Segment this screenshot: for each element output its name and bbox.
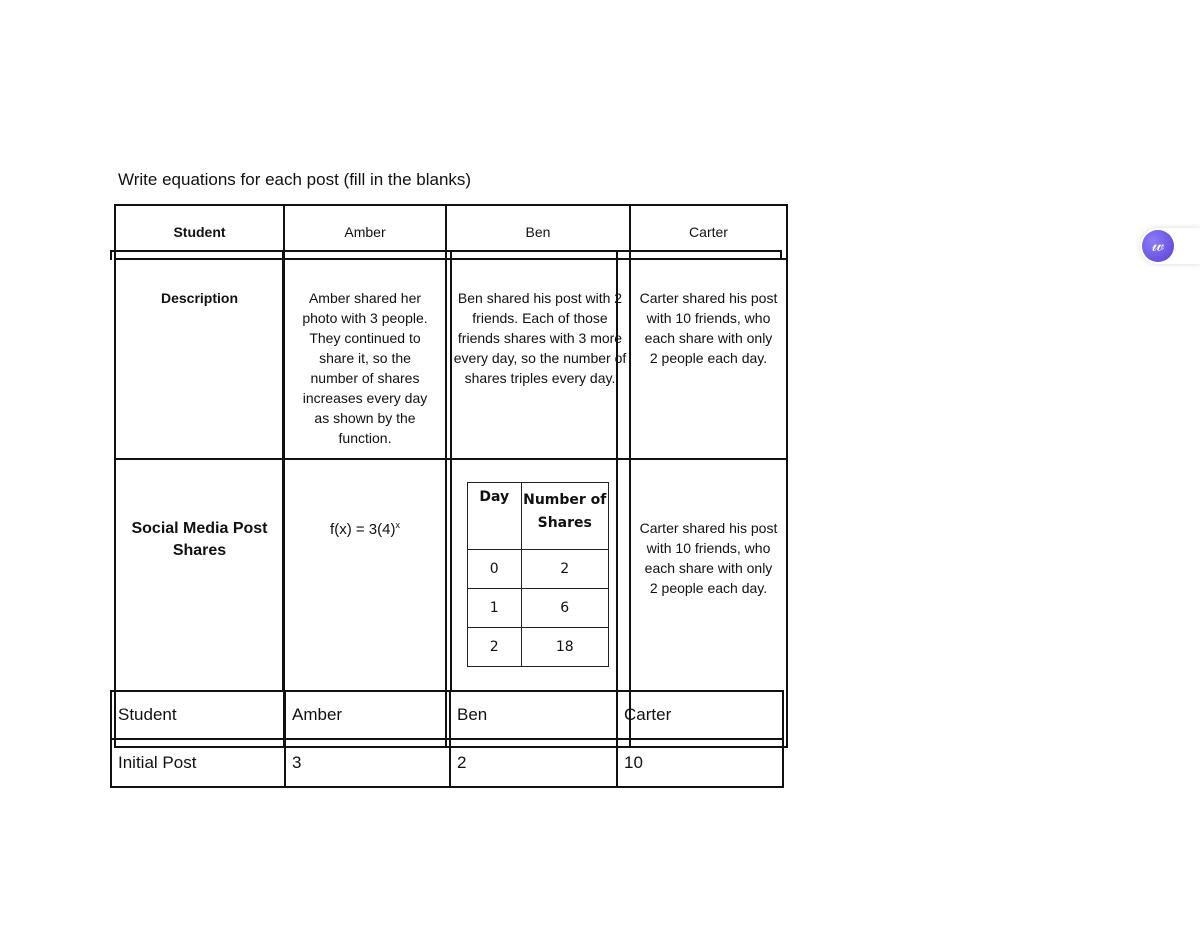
lower-header-student: Student <box>111 691 285 739</box>
amber-description: Amber shared her photo with 3 people. They continued to share it, so the number of shares increases every day as shown by the function. <box>284 259 446 459</box>
header-ben: Ben <box>446 205 630 259</box>
column-rule <box>616 250 618 690</box>
header-student: Student <box>115 205 284 259</box>
lower-header-carter: Carter <box>617 691 783 739</box>
assistant-icon[interactable]: 𝓌 <box>1142 230 1174 262</box>
ben-initial: 2 <box>450 739 617 787</box>
carter-initial: 10 <box>617 739 783 787</box>
day-cell: 0 <box>468 550 522 589</box>
day-cell: 1 <box>468 589 522 628</box>
table-row <box>468 550 609 589</box>
lower-header-ben: Ben <box>450 691 617 739</box>
ben-description: Ben shared his post with 2 friends. Each of those friends shares with 3 more every day, so the number of shares triples every day. <box>446 259 630 459</box>
table-row <box>468 589 609 628</box>
carter-description: Carter shared his post with 10 friends, who each share with only 2 people each day. <box>630 259 787 459</box>
assistant-widget[interactable] <box>1140 228 1200 264</box>
initial-post-row <box>111 739 783 787</box>
day-cell: 2 <box>468 628 522 667</box>
column-rule <box>282 250 284 690</box>
lower-header-amber: Amber <box>285 691 450 739</box>
shares-cell: 18 <box>521 628 609 667</box>
initial-post-label: Initial Post <box>111 739 285 787</box>
shares-label: Social Media Post Shares <box>115 459 284 747</box>
header-carter: Carter <box>630 205 787 259</box>
day-header: Day <box>468 483 522 550</box>
initial-post-table <box>110 690 784 788</box>
amber-function-exponent: x <box>395 520 400 530</box>
amber-initial: 3 <box>285 739 450 787</box>
description-label: Description <box>115 259 284 459</box>
shares-cell: 2 <box>521 550 609 589</box>
table-row <box>468 628 609 667</box>
amber-function-text: f(x) = 3(4) <box>330 521 396 538</box>
carter-shares: Carter shared his post with 10 friends, who each share with only 2 people each day. <box>630 459 787 747</box>
column-rule <box>450 250 452 690</box>
ben-day-table <box>467 482 609 667</box>
lower-header-row <box>111 691 783 739</box>
shares-cell: 6 <box>521 589 609 628</box>
shares-header: Number of Shares <box>521 483 609 550</box>
header-divider <box>110 250 782 260</box>
header-amber: Amber <box>284 205 446 259</box>
page-heading: Write equations for each post (fill in the blanks) <box>118 170 472 189</box>
